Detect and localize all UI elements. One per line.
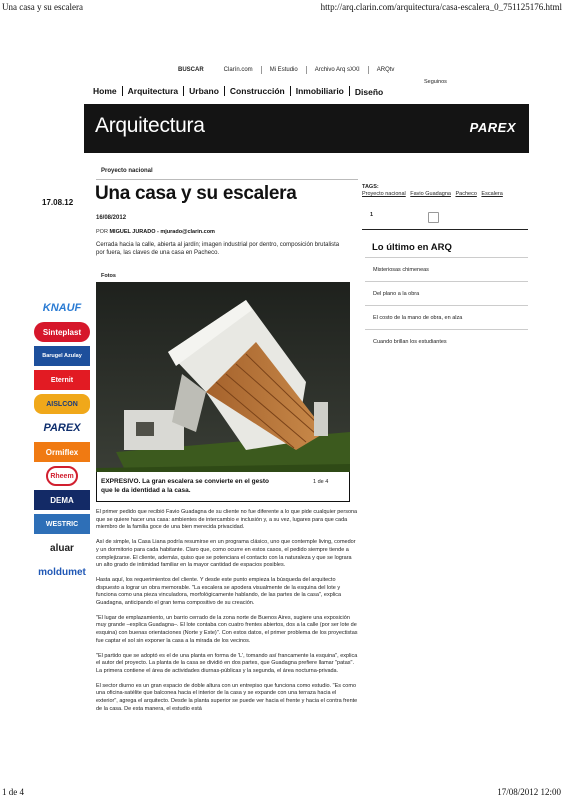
article-body: [96, 509, 358, 720]
latest-item[interactable]: Del plano a la obra: [365, 281, 528, 305]
dema-logo[interactable]: DEMA: [34, 490, 90, 510]
publish-date: 16/08/2012: [96, 215, 127, 221]
barugel-azulay-logo[interactable]: Barugel Azulay: [34, 346, 90, 366]
utility-link-clarin[interactable]: Clarín.com: [216, 66, 262, 74]
utility-link-arqtv[interactable]: ARQtv: [376, 67, 395, 73]
paragraph: "El lugar de emplazamiento, un barrio cerrado de la zona norte de Buenos Aires, sugiere una exposición muy grande –explica Guadagna–. El lote contaba con cuatro frentes abiertos, dos a la calle (por ser lote de esquina) con buenas orientaciones (Norte y Este)". Con estos datos, el primer problema de los proyectistas fue captar el sol sin exponer la casa a la mirada de los vecinos.: [96, 614, 358, 644]
article-photo[interactable]: [96, 282, 350, 472]
article-section[interactable]: Proyecto nacional: [101, 168, 153, 174]
photo-caption-box: [96, 472, 350, 502]
print-page-title: Una casa y su escalera: [2, 2, 83, 12]
paragraph: Hasta aquí, los requerimientos del cliente. Y desde este punto empieza la búsqueda del arquitecto dispuesto a lograr un obra memorable. "La escalera se apodera visualmente de la esquina del lote y funciona como una pieza vinculadora, morfológicamente hablando, de las partes de la casa", explica Guadagna, anticipando el gran tema compositivo de su creación.: [96, 576, 342, 607]
byline-author[interactable]: MIGUEL JURADO - mjurado@clarin.com: [109, 229, 215, 235]
tags-label: TAGS:: [362, 184, 379, 190]
photo-counter[interactable]: 1 de 4: [313, 479, 329, 485]
tag-link[interactable]: Escalera: [481, 191, 503, 197]
utility-link-archivo[interactable]: Archivo Arq sXXI: [307, 66, 369, 74]
latest-item[interactable]: Cuando brillan los estudiantes: [365, 329, 528, 353]
nav-construccion[interactable]: Construcción: [225, 86, 291, 96]
nav-inmobiliario[interactable]: Inmobiliario: [291, 86, 350, 96]
banner-sponsor-logo[interactable]: PAREX: [469, 120, 516, 135]
paragraph: El sector diurno es un gran espacio de doble altura con un entrepiso que funciona como estudio. "Es como una oficina-satélite que balconea hacia el interior de la casa y se expande con una terraza hacia el exterior", agrega el arquitecto. Desde la planta superior se puede ver hacia el frente y hacia el contra frente de la casa. De esta manera, el estudio está: [96, 682, 358, 712]
tag-link[interactable]: Pacheco: [455, 191, 477, 197]
aluar-logo[interactable]: aluar: [34, 538, 90, 558]
eternit-logo[interactable]: Eternit: [34, 370, 90, 390]
latest-title: Lo último en ARQ: [372, 242, 452, 253]
byline-prefix: POR: [96, 229, 108, 235]
nav-arquitectura[interactable]: Arquitectura: [123, 86, 185, 96]
print-timestamp: 17/08/2012 12:00: [497, 787, 561, 797]
knauf-logo[interactable]: KNAUF: [34, 298, 90, 318]
utility-nav: [170, 66, 402, 74]
banner-section-title[interactable]: Arquitectura: [95, 114, 205, 137]
sidebar-divider: [362, 229, 528, 230]
nav-urbano[interactable]: Urbano: [184, 86, 225, 96]
paragraph: "El partido que se adoptó es el de una planta en forma de 'L', tomando así francamente la esquina", explica el autor del proyecto. La planta de la casa se dividió en dos partes, que Guadagna prefiere llamar "patas". La primera contiene el área de actividades diurnas-públicas y la segunda, el área nocturna-privada.: [96, 652, 358, 674]
nav-home[interactable]: Home: [90, 86, 123, 96]
utility-link-mi-estudio[interactable]: Mi Estudio: [262, 66, 307, 74]
divider: [96, 179, 358, 180]
main-nav: [90, 84, 482, 97]
article-title: Una casa y su escalera: [95, 183, 297, 204]
rheem-logo[interactable]: Rheem: [46, 466, 78, 486]
ormiflex-logo[interactable]: Ormiflex: [34, 442, 90, 462]
tag-link[interactable]: Favio Guadagna: [410, 191, 451, 197]
byline: [96, 229, 215, 235]
share-count: 1: [370, 212, 374, 218]
latest-list: [365, 257, 528, 353]
sponsor-logos: [34, 298, 90, 586]
tags-block: [362, 184, 506, 197]
article-lede: Cerrada hacia la calle, abierta al jardín; imagen industrial por dentro, composición brutalista por fuera, las claves de una casa en Pacheco.: [96, 242, 340, 256]
latest-item[interactable]: El costo de la mano de obra, en alza: [365, 305, 528, 329]
moldumet-logo[interactable]: moldumet: [34, 562, 90, 582]
tag-link[interactable]: Proyecto nacional: [362, 191, 406, 197]
paragraph: El primer pedido que recibió Favio Guadagna de su cliente no fue diferente a lo que pide cualquier persona que se quiere hacer una casa: ambientes de intercambio e inclusión y, a su vez, lugares para que cada miembro de la familia goce de una bien merecida privacidad.: [96, 509, 358, 531]
print-page-number: 1 de 4: [2, 787, 24, 797]
tags-list: [362, 191, 506, 197]
paragraph: Así de simple, la Casa Liana podría resumirse en un programa clásico, uno que contemple living, comedor y un dormitorio para cada habitante. Claro que, como ocurre en estos casos, el pedido siempre tiende a complejizarse. El cliente, además, quiso que se potenciara el contacto con la naturaleza y que se lograra un alto grado de intimidad familiar en la mayor cantidad de espacios posibles.: [96, 539, 356, 569]
share-button[interactable]: [428, 212, 439, 223]
search-link[interactable]: BUSCAR: [178, 67, 204, 73]
parex-logo[interactable]: PAREX: [34, 418, 90, 438]
nav-diseno[interactable]: Diseño: [354, 87, 384, 97]
house-photo-illustration: [96, 282, 350, 472]
aislcon-logo[interactable]: AISLCON: [34, 394, 90, 414]
sinteplast-logo[interactable]: Sinteplast: [34, 322, 90, 342]
section-banner: [84, 104, 529, 153]
print-url: http://arq.clarin.com/arquitectura/casa-escalera_0_751125176.html: [320, 2, 562, 12]
follow-label[interactable]: Seguinos: [424, 79, 447, 85]
latest-item[interactable]: Misteriosas chimeneas: [365, 257, 528, 281]
photos-label: Fotos: [101, 273, 116, 279]
photo-caption: EXPRESIVO. La gran escalera se convierte en el gesto que le da identidad a la casa.: [101, 478, 269, 494]
date-stamp: 17.08.12: [42, 198, 74, 207]
westric-logo[interactable]: WESTRIC: [34, 514, 90, 534]
